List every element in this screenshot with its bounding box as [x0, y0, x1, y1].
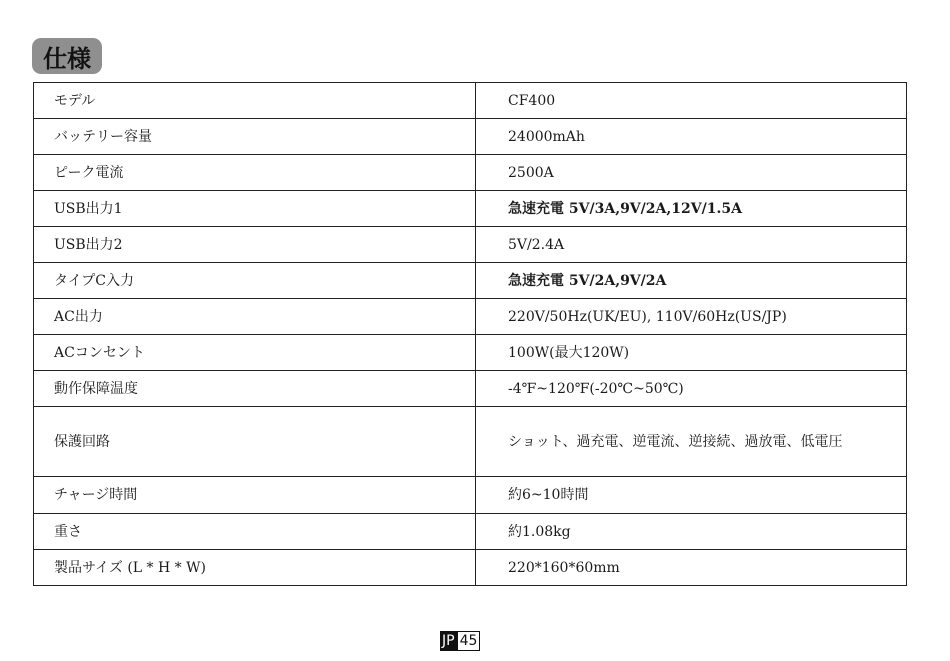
table-row — [34, 83, 907, 119]
table-row — [34, 299, 907, 335]
table-row — [34, 191, 907, 227]
table-row — [34, 407, 907, 477]
table-row — [34, 477, 907, 514]
table-row — [34, 514, 907, 550]
spec-label-size-text: 製品サイズ — [54, 559, 123, 576]
table-row — [34, 263, 907, 299]
spec-label-size — [34, 550, 476, 586]
spec-label-battery: バッテリー容量 — [34, 119, 476, 155]
table-row — [34, 155, 907, 191]
spec-value-charge-time: 約6~10時間 — [476, 477, 907, 514]
spec-value-usb2: 5V/2.4A — [476, 227, 907, 263]
spec-value-peak-current: 2500A — [476, 155, 907, 191]
spec-value-ac-outlet: 100W(最大120W) — [476, 335, 907, 371]
spec-value-model: CF400 — [476, 83, 907, 119]
spec-label-peak-current: ピーク電流 — [34, 155, 476, 191]
language-tag: JP — [442, 633, 455, 649]
spec-value-protection: ショット、過充電、逆電流、逆接続、過放電、低電圧 — [476, 407, 907, 477]
spec-label-weight: 重さ — [34, 514, 476, 550]
spec-value-ac-output: 220V/50Hz(UK/EU), 110V/60Hz(US/JP) — [476, 299, 907, 335]
spec-label-protection: 保護回路 — [34, 407, 476, 477]
spec-label-charge-time: チャージ時間 — [34, 477, 476, 514]
spec-label-model: モデル — [34, 83, 476, 119]
section-title: 仕様 — [32, 38, 102, 74]
spec-label-typec: タイプC入力 — [34, 263, 476, 299]
spec-label-size-suffix: (L * H * W) — [127, 559, 206, 576]
spec-value-temp: -4℉~120℉(-20℃~50℃) — [476, 371, 907, 407]
table-row — [34, 227, 907, 263]
spec-label-usb1: USB出力1 — [34, 191, 476, 227]
spec-label-usb2: USB出力2 — [34, 227, 476, 263]
spec-label-temp: 動作保障温度 — [34, 371, 476, 407]
table-row — [34, 119, 907, 155]
spec-label-ac-output: AC出力 — [34, 299, 476, 335]
page-number — [440, 631, 480, 651]
spec-label-ac-outlet: ACコンセント — [34, 335, 476, 371]
spec-value-typec: 急速充電 5V/2A,9V/2A — [476, 263, 907, 299]
spec-table — [33, 82, 907, 586]
table-row — [34, 335, 907, 371]
spec-value-size: 220*160*60mm — [476, 550, 907, 586]
spec-value-usb1: 急速充電 5V/3A,9V/2A,12V/1.5A — [476, 191, 907, 227]
table-row — [34, 550, 907, 586]
spec-value-weight: 約1.08kg — [476, 514, 907, 550]
table-row — [34, 371, 907, 407]
spec-value-battery: 24000mAh — [476, 119, 907, 155]
page-number-value: 45 — [457, 631, 481, 651]
